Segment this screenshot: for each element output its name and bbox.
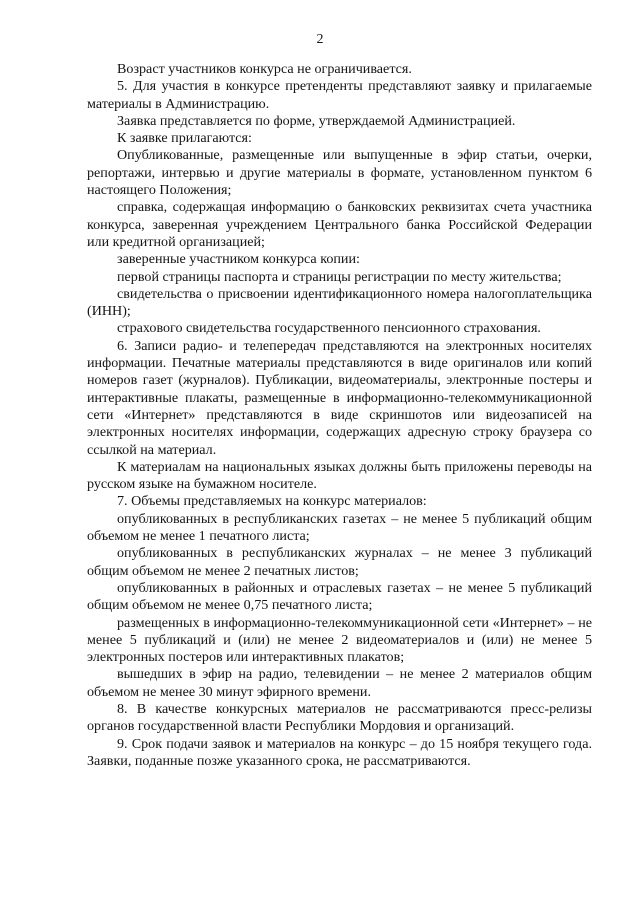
paragraph-pension-certificate: страхового свидетельства государственного пенсионного страхования. [117,320,541,337]
paragraph-republican-newspapers: опубликованных в республиканских газетах – не менее 5 публикаций общим объемом не менее 1 печатного листа; [87,510,592,545]
document-body [87,61,592,770]
paragraph-item-9: 9. Срок подачи заявок и материалов на конкурс – до 15 ноября текущего года. Заявки, поданные позже указанного срока, не рассматриваются. [87,735,592,769]
paragraph-inn-certificate: свидетельства о присвоении идентификационного номера налогоплательщика (ИНН); [87,285,592,320]
paragraph-item-7: 7. Объемы представляемых на конкурс материалов: [117,493,427,510]
paragraph-district-newspapers: опубликованных в районных и отраслевых газетах – не менее 5 публикаций общим объемом не менее 0,75 печатного листа; [87,579,592,614]
paragraph-age: Возраст участников конкурса не ограничивается. [117,61,412,77]
paragraph-attachments-intro: К заявке прилагаются: [117,130,252,147]
paragraph-passport-pages: первой страницы паспорта и страницы регистрации по месту жительства; [117,268,562,285]
paragraph-broadcast-materials: вышедших в эфир на радио, телевидении – не менее 2 материалов общим объемом не менее 30 минут эфирного времени. [87,666,592,700]
paragraph-application-form: Заявка представляется по форме, утверждаемой Администрацией. [117,112,516,129]
paragraph-item-8: 8. В качестве конкурсных материалов не рассматриваются пресс-релизы органов государственной власти Республики Мордовия и организаций. [87,700,592,735]
paragraph-national-languages: К материалам на национальных языках должны быть приложены переводы на русском языке на бумажном носителе. [87,458,592,493]
paragraph-bank-certificate: справка, содержащая информацию о банковских реквизитах счета участника конкурса, заверенная учреждением Центрального банка Российской Федерации или кредитной организацией; [87,199,592,250]
paragraph-republican-magazines: опубликованных в республиканских журналах – не менее 3 публикаций общим объемом не менее 2 печатных листов; [87,545,592,579]
paragraph-published-materials: Опубликованные, размещенные или выпущенные в эфир статьи, очерки, репортажи, интервью и другие материалы в формате, установленном пунктом 6 настоящего Положения; [87,147,592,199]
paragraph-internet-materials: размещенных в информационно-телекоммуникационной сети «Интернет» – не менее 5 публикаций и (или) не менее 2 видеоматериалов и (или) не менее 5 электронных постеров или интерактивных плакатов; [87,614,592,666]
paragraph-certified-copies: заверенные участником конкурса копии: [117,251,360,268]
paragraph-item-6: 6. Записи радио- и телепередач представляются на электронных носителях информации. Печатные материалы представляются в виде оригиналов или копий номеров газет (журналов). Публикации, видеоматериалы, электронные постеры и интерактивные плакаты, размещенные в информационно-телекоммуникационной сети «Интернет» представляются в виде скриншотов или видеозаписей на электронных носителях информации, содержащих адресную строку браузера со ссылкой на материал. [87,337,592,458]
paragraph-item-5: 5. Для участия в конкурсе претенденты представляют заявку и прилагаемые материалы в Администрацию. [87,78,592,112]
page-number: 2 [316,32,324,47]
